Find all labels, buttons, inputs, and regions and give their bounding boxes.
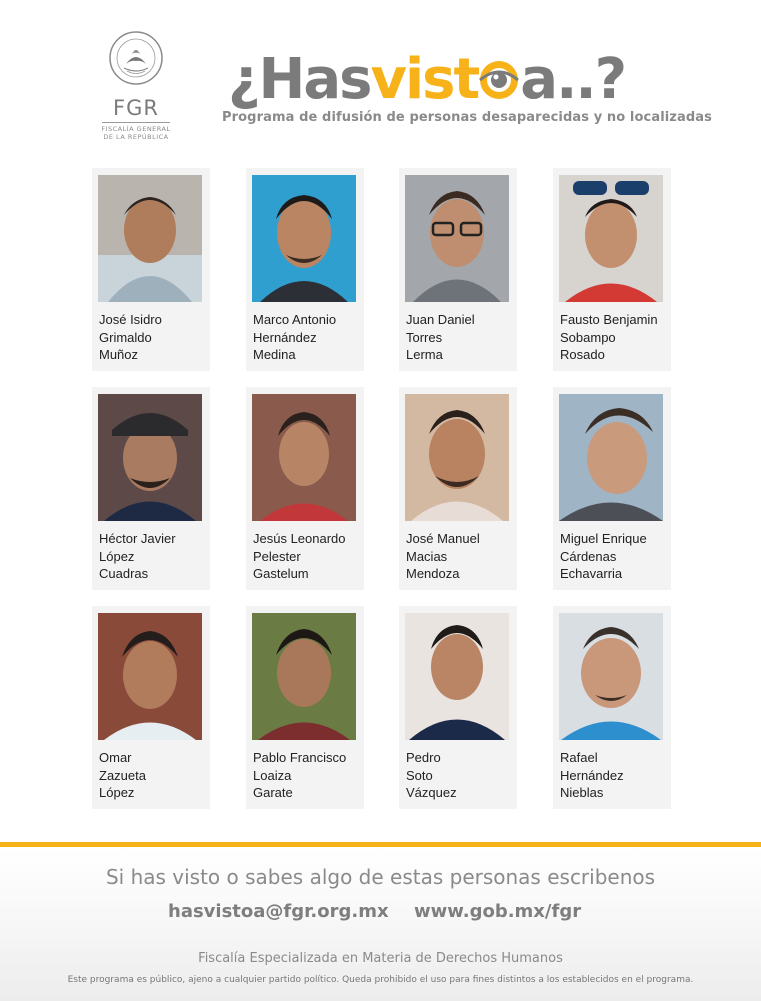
person-photo (405, 394, 509, 521)
program-tagline: Programa de difusión de personas desaparecidas y no localizadas (222, 110, 712, 125)
person-photo (405, 175, 509, 302)
person-name-line1: José Manuel (406, 531, 480, 546)
fgr-full-name-line2: DE LA REPÚBLICA (103, 133, 169, 141)
person-photo (559, 613, 663, 740)
person-photo (252, 613, 356, 740)
person-card (553, 387, 671, 590)
person-name-line1: Jesús Leonardo (253, 531, 346, 546)
person-name-line2: Loaiza (253, 767, 292, 783)
person-card (553, 168, 671, 371)
person-photo (559, 394, 663, 521)
footer (0, 847, 761, 1001)
person-name-line2: Pelester (253, 548, 301, 564)
office-name: Fiscalía Especializada en Materia de Derechos Humanos (198, 951, 563, 966)
brand-text-has: ¿Has (228, 47, 371, 112)
person-name (253, 530, 365, 583)
person-name-line2: Soto (406, 767, 433, 783)
person-name-line3: Vázquez (406, 785, 457, 800)
person-name (406, 749, 518, 802)
person-name-line3: Garate (253, 785, 293, 800)
person-name (406, 311, 518, 364)
person-name-line1: Omar (99, 750, 132, 765)
person-name-line2: Hernández (253, 329, 317, 345)
person-photo (405, 613, 509, 740)
program-brand (228, 48, 625, 112)
person-name (99, 749, 211, 802)
person-name-line2: Hernández (560, 767, 624, 783)
person-name-line3: Cuadras (99, 566, 149, 581)
person-name-line1: Rafael (560, 750, 598, 765)
person-card (92, 387, 210, 590)
logo-divider (102, 122, 170, 123)
brand-text-a: a..? (520, 47, 626, 112)
person-card (246, 606, 364, 809)
fgr-logo (97, 30, 175, 141)
person-photo (98, 394, 202, 521)
person-card (92, 606, 210, 809)
person-name (406, 530, 518, 583)
person-name (560, 530, 672, 583)
person-name-line1: Pablo Francisco (253, 750, 347, 765)
legal-disclaimer: Este programa es público, ajeno a cualquier partido político. Queda prohibido el uso para fines distintos a los establecidos en el programa. (67, 975, 694, 985)
person-photo (559, 175, 663, 302)
person-name-line1: Juan Daniel (406, 312, 475, 327)
person-name-line1: Pedro (406, 750, 441, 765)
person-name (99, 311, 211, 364)
person-name-line1: Marco Antonio (253, 312, 337, 327)
person-name-line3: Mendoza (406, 566, 460, 581)
fgr-full-name-line1: FISCALÍA GENERAL (101, 125, 171, 133)
person-name-line2: Torres (406, 329, 443, 345)
person-name-line3: Gastelum (253, 566, 309, 581)
person-name-line1: Héctor Javier (99, 531, 176, 546)
national-seal-icon (108, 30, 164, 86)
person-name-line2: Cárdenas (560, 548, 617, 564)
fgr-full-name (97, 125, 175, 141)
person-name (253, 311, 365, 364)
person-card (553, 606, 671, 809)
person-photo (98, 613, 202, 740)
person-card (399, 387, 517, 590)
person-card (246, 168, 364, 371)
person-name-line2: Grimaldo (99, 329, 152, 345)
person-photo (252, 175, 356, 302)
person-photo (98, 175, 202, 302)
person-name-line3: Medina (253, 347, 296, 362)
header (0, 0, 761, 160)
person-name (253, 749, 365, 802)
person-card (92, 168, 210, 371)
person-name-line2: Sobampo (560, 329, 616, 345)
call-to-action: Si has visto o sabes algo de estas personas escribenos (105, 865, 656, 889)
contact-website: www.gob.mx/fgr (414, 901, 582, 922)
person-name-line1: Miguel Enrique (560, 531, 647, 546)
person-name-line3: Nieblas (560, 785, 604, 800)
person-name-line3: Echavarria (560, 566, 623, 581)
person-name-line3: Rosado (560, 347, 605, 362)
person-name-line3: López (99, 785, 135, 800)
person-name (560, 749, 672, 802)
person-name-line3: Lerma (406, 347, 443, 362)
person-name-line3: Muñoz (99, 347, 139, 362)
person-name-line2: López (99, 548, 135, 564)
brand-text-vist: vist (370, 47, 479, 112)
person-name-line2: Zazueta (99, 767, 146, 783)
person-name (560, 311, 672, 364)
person-name-line1: José Isidro (99, 312, 162, 327)
person-card (399, 168, 517, 371)
person-card (246, 387, 364, 590)
person-name-line2: Macias (406, 548, 448, 564)
contact-email: hasvistoa@fgr.org.mx (168, 901, 389, 922)
person-photo (252, 394, 356, 521)
person-name (99, 530, 211, 583)
eye-icon (477, 58, 521, 102)
person-card (399, 606, 517, 809)
person-name-line1: Fausto Benjamin (560, 312, 658, 327)
fgr-acronym: FGR (113, 96, 159, 120)
